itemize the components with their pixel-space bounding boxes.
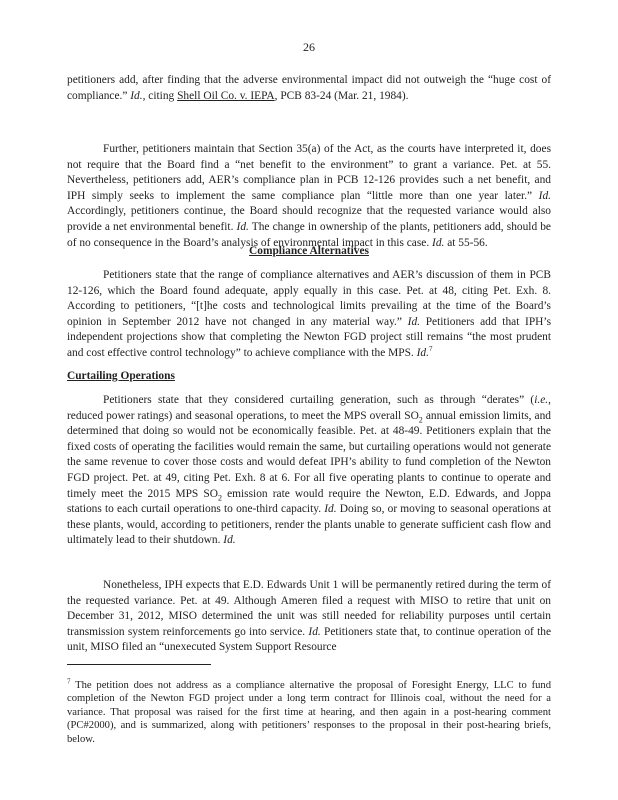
heading-curtailing-operations: Curtailing Operations <box>67 370 175 382</box>
footnote-7: $^7$ The petition does not address as a compliance alternative the proposal of Foresight Energy, LLC to fund completion of the Newton FGD project under a long term contract for Illinois coal, without the need for a variance. That proposal was raised for the first time at hearing, and then again in a post-hearing comment (PC#2000), and is summarized, along with petitioners’ responses to the proposal in their post-hearing briefs, below. <box>67 677 551 745</box>
footnote-divider <box>67 664 211 665</box>
paragraph-curtailing-operations: Petitioners state that they considered curtailing generation, such as through “derates” (i.e., reduced power ratings) and seasonal operations, to meet the MPS overall $SO_2$ annual emission limits, and determined that doing so would not be economically feasible. Pet. at 48-49. Petitioners explain that the fixed costs of operating the facilities would remain the same, but curtailing operations would not generate the same revenue to cover those costs and would defeat IPH’s ability to fund completion of the Newton FGD project. Pet. at 49, citing Pet. Exh. 8 at 6. For all five operating plants to continue to operate and timely meet the 2015 MPS $SO_2$ emission rate would require the Newton, E.D. Edwards, and Joppa stations to each curtail operations to one-third capacity. Id. Doing so, or moving to seasonal operations at these plants, would, according to petitioners, render the plants unable to generate sufficient cash flow and ultimately lead to their shutdown. Id. <box>67 394 552 547</box>
paragraph-text: petitioners add, after finding that the adverse environmental impact did not outweigh the “huge cost of compliance.” Id., citing Shell Oil Co. v. IEPA, PCB 83-24 (Mar. 21, 1984). <box>67 74 551 102</box>
paragraph-edwards-unit: Nonetheless, IPH expects that E.D. Edwards Unit 1 will be permanently retired during the term of the requested variance. Pet. at 49. Although Ameren filed a request with MISO to retire that unit on December 31, 2012, MISO determined the unit was still needed for reliability purposes until certain transmission system reinforcements go into service. Id. Petitioners state that, to continue operation of the unit, MISO filed an “unexecuted System Support Resource <box>67 579 552 654</box>
heading-compliance-alternatives: Compliance Alternatives <box>249 245 369 257</box>
paragraph-continuation <box>67 73 551 104</box>
page-number: 26 <box>303 40 315 54</box>
footnote-reference: 7 <box>428 345 433 354</box>
case-citation: Shell Oil Co. v. IEPA <box>177 89 275 102</box>
footnote-mark: 7 <box>67 677 71 686</box>
paragraph-net-benefit: Further, petitioners maintain that Section 35(a) of the Act, as the courts have interpreted it, does not require that the Board find a “net benefit to the environment” to grant a variance. Pet. at 55. Nevertheless, petitioners add, AER’s compliance plan in PCB 12-126 provides such a net benefit, and IPH simply seeks to implement the same compliance plan “little more than one year later.” Id. Accordingly, petitioners continue, the Board should recognize that the requested variance would also provide a net environmental benefit. Id. The change in ownership of the plants, petitioners add, should be of no consequence in the Board’s analysis of environmental impact in this case. Id. at 55-56. <box>67 143 551 249</box>
paragraph-compliance-alternatives: Petitioners state that the range of compliance alternatives and AER’s discussion of them in PCB 12-126, which the Board found adequate, apply equally in this case. Pet. at 48, citing Pet. Exh. 8. According to petitioners, “[t]he costs and technological limits prevailing at the time of the Board’s opinion in September 2012 have not changed in any material way.” Id. Petitioners add that IPH’s independent projections show that completing the Newton FGD project still remains “the most prudent and cost effective control technology” to achieve compliance with the MPS. Id.$^7$ <box>67 269 552 359</box>
